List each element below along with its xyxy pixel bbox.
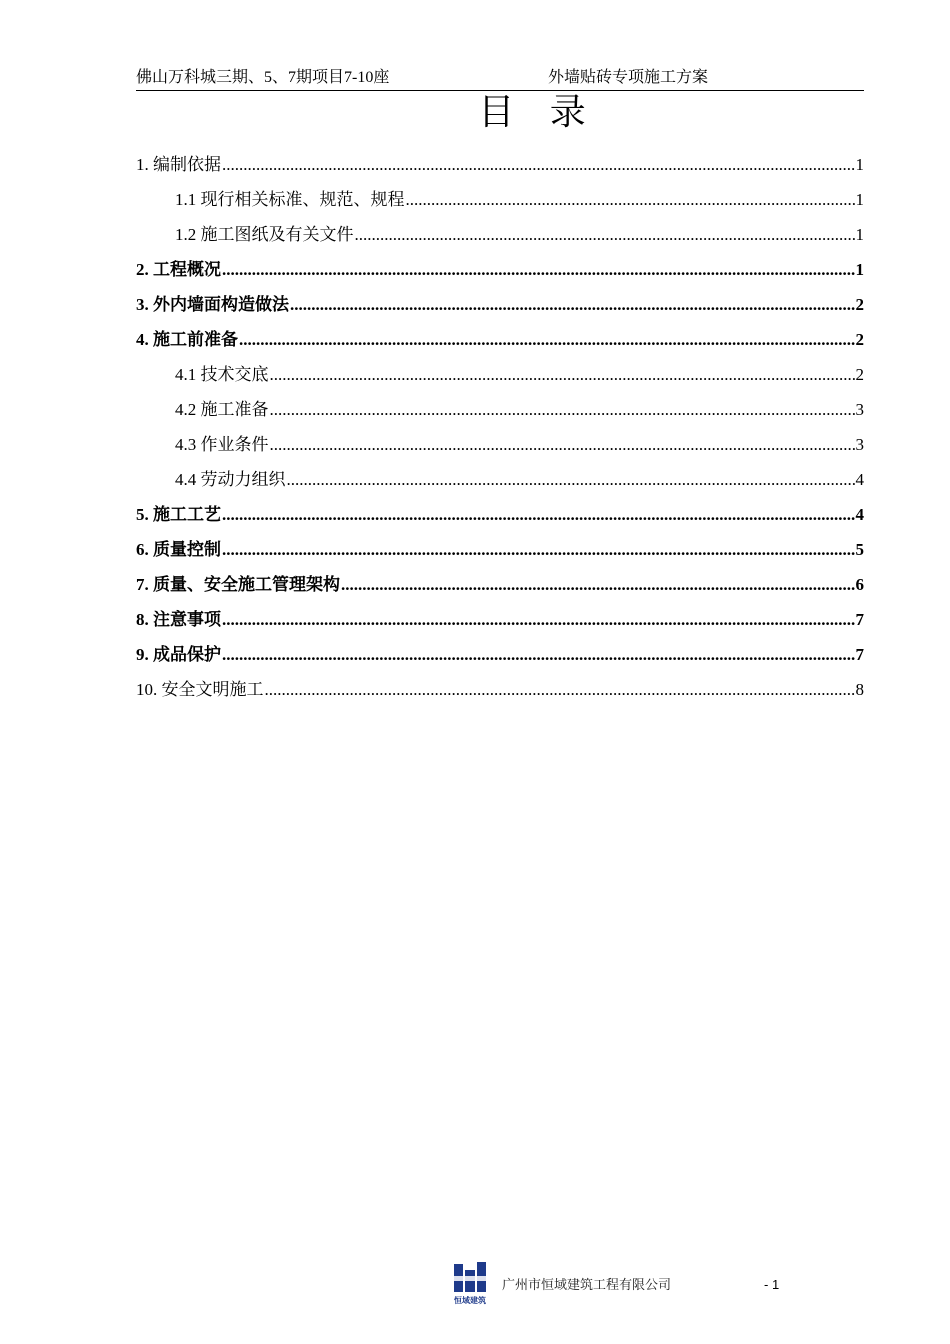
toc-page-number: 3 bbox=[855, 400, 864, 419]
toc-dot-leader bbox=[287, 467, 855, 493]
toc-entry[interactable] bbox=[136, 152, 864, 187]
header-document-title: 外墙贴砖专项施工方案 bbox=[548, 69, 709, 86]
toc-entry[interactable] bbox=[136, 572, 864, 607]
toc-dot-leader bbox=[222, 152, 855, 178]
toc-page-number: 8 bbox=[855, 680, 864, 699]
toc-entry[interactable] bbox=[136, 257, 864, 292]
toc-entry-title: 1. 编制依据 bbox=[136, 155, 221, 174]
toc-dot-leader bbox=[222, 642, 855, 668]
toc-page-number: 3 bbox=[855, 435, 864, 454]
toc-entry[interactable] bbox=[136, 397, 864, 432]
table-of-contents bbox=[136, 152, 864, 712]
toc-page-number: 1 bbox=[855, 260, 864, 279]
toc-dot-leader bbox=[270, 397, 855, 423]
toc-entry-title: 3. 外内墙面构造做法 bbox=[136, 295, 289, 314]
toc-entry[interactable] bbox=[136, 432, 864, 467]
toc-dot-leader bbox=[222, 502, 855, 528]
toc-page-number: 4 bbox=[855, 470, 864, 489]
toc-dot-leader bbox=[222, 257, 855, 283]
footer-page-number: - 1 bbox=[764, 1277, 780, 1292]
toc-entry-title: 1.2 施工图纸及有关文件 bbox=[175, 225, 354, 244]
toc-entry-title: 5. 施工工艺 bbox=[136, 505, 221, 524]
toc-entry[interactable] bbox=[136, 537, 864, 572]
toc-title: 目 录 bbox=[478, 92, 598, 133]
toc-entry[interactable] bbox=[136, 327, 864, 362]
toc-entry[interactable] bbox=[136, 222, 864, 257]
header-project-name: 佛山万科城三期、5、7期项目7-10座 bbox=[136, 69, 390, 86]
toc-entry-title: 9. 成品保护 bbox=[136, 645, 221, 664]
page-header bbox=[136, 66, 864, 91]
toc-dot-leader bbox=[239, 327, 855, 353]
toc-entry[interactable] bbox=[136, 187, 864, 222]
toc-dot-leader bbox=[355, 222, 855, 248]
toc-page-number: 2 bbox=[855, 330, 864, 349]
toc-page-number: 7 bbox=[855, 610, 864, 629]
toc-dot-leader bbox=[341, 572, 855, 598]
toc-entry-title: 1.1 现行相关标准、规范、规程 bbox=[175, 190, 405, 209]
toc-page-number: 7 bbox=[855, 645, 864, 664]
toc-entry[interactable] bbox=[136, 292, 864, 327]
toc-dot-leader bbox=[222, 607, 855, 633]
toc-entry-title: 8. 注意事项 bbox=[136, 610, 221, 629]
toc-page-number: 2 bbox=[855, 295, 864, 314]
toc-entry[interactable] bbox=[136, 467, 864, 502]
toc-dot-leader bbox=[406, 187, 855, 213]
toc-entry-title: 10. 安全文明施工 bbox=[136, 680, 264, 699]
toc-entry[interactable] bbox=[136, 502, 864, 537]
footer-company-name: 广州市恒域建筑工程有限公司 bbox=[502, 1277, 672, 1292]
toc-entry-title: 4. 施工前准备 bbox=[136, 330, 238, 349]
toc-entry[interactable] bbox=[136, 677, 864, 712]
toc-page-number: 1 bbox=[855, 225, 864, 244]
toc-entry-title: 7. 质量、安全施工管理架构 bbox=[136, 575, 340, 594]
toc-entry-title: 4.4 劳动力组织 bbox=[175, 470, 286, 489]
toc-entry[interactable] bbox=[136, 642, 864, 677]
toc-entry[interactable] bbox=[136, 362, 864, 397]
toc-page-number: 6 bbox=[855, 575, 864, 594]
toc-entry[interactable] bbox=[136, 607, 864, 642]
toc-dot-leader bbox=[222, 537, 855, 563]
toc-entry-title: 4.1 技术交底 bbox=[175, 365, 269, 384]
toc-page-number: 1 bbox=[855, 155, 864, 174]
toc-entry-title: 4.3 作业条件 bbox=[175, 435, 269, 454]
toc-page-number: 2 bbox=[855, 365, 864, 384]
toc-dot-leader bbox=[270, 432, 855, 458]
toc-page-number: 1 bbox=[855, 190, 864, 209]
page-footer bbox=[452, 1262, 792, 1308]
toc-entry-title: 2. 工程概况 bbox=[136, 260, 221, 279]
toc-dot-leader bbox=[270, 362, 855, 388]
logo-text: 恒域建筑 bbox=[454, 1296, 486, 1305]
toc-entry-title: 6. 质量控制 bbox=[136, 540, 221, 559]
toc-dot-leader bbox=[265, 677, 855, 703]
toc-entry-title: 4.2 施工准备 bbox=[175, 400, 269, 419]
toc-dot-leader bbox=[290, 292, 855, 318]
toc-page-number: 5 bbox=[855, 540, 864, 559]
toc-page-number: 4 bbox=[855, 505, 864, 524]
